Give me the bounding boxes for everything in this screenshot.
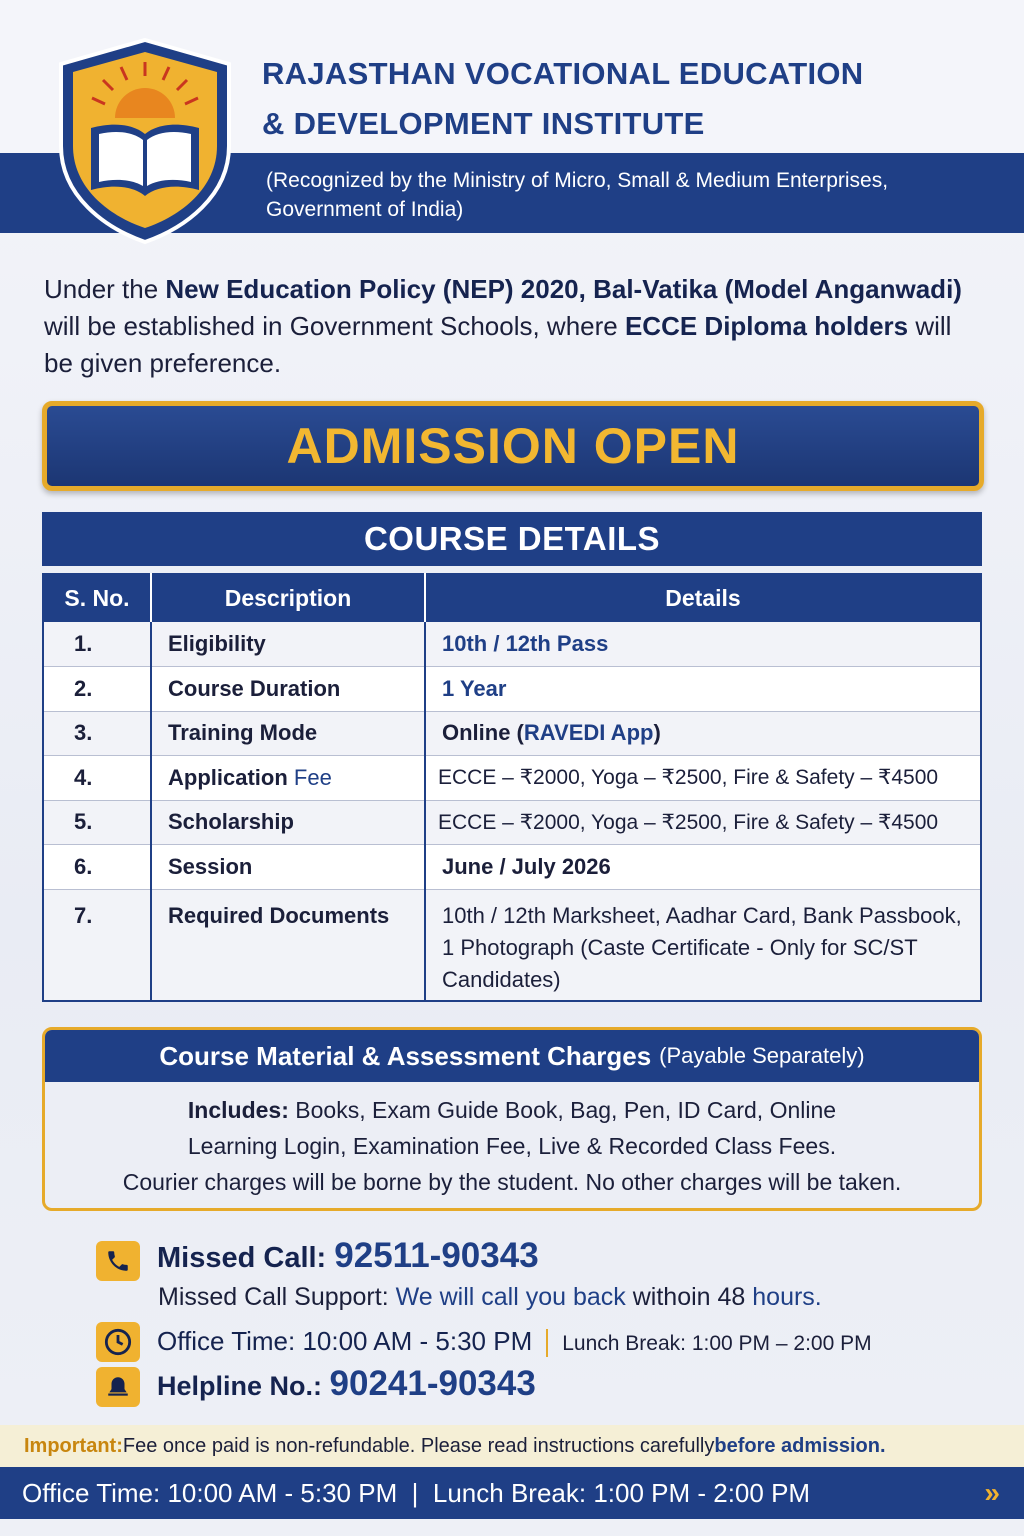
recognition-text: (Recognized by the Ministry of Micro, Small & Medium Enterprises, Government of India) [266,169,889,221]
row-sno: 4. [43,756,151,801]
row-detail-text: June / July 2026 [442,853,611,879]
row-sno: 1. [43,622,151,667]
row-detail-text: 1 Year [442,675,507,701]
charges-header [45,1030,979,1082]
row-sno: 7. [43,889,151,1001]
admission-banner [42,401,984,491]
charges-includes [45,1092,979,1164]
intro-bold-1: New Education Policy (NEP) 2020, Bal-Vatika (Model Anganwadi) [165,274,962,304]
table-header-row [43,574,981,622]
row-detail [425,622,981,667]
row-detail [425,667,981,712]
row-detail [425,711,981,756]
bottom-strip [0,1519,1024,1536]
table-row [43,711,981,756]
admission-label: ADMISSION OPEN [286,418,740,474]
missed-call-line [157,1236,539,1276]
row-detail-text: 10th / 12th Pass [442,631,609,656]
phone-icon [96,1241,140,1281]
helpline-label: Helpline No.: [157,1371,330,1401]
footer-text: Office Time: 10:00 AM - 5:30 PM | Lunch Break: 1:00 PM - 2:00 PM [22,1477,811,1508]
institute-title-line2: & DEVELOPMENT INSTITUTE [262,106,705,141]
important-bold: before admission. [714,1434,886,1457]
table-row [43,889,981,1001]
row-detail-a: Online ( [442,720,524,746]
table-row [43,756,981,801]
footer-bar [0,1467,1024,1519]
row-sno: 2. [43,667,151,712]
support-text-1: We will call you back [395,1283,633,1311]
clock-icon [96,1322,140,1362]
missed-call-support [158,1283,822,1312]
support-label: Missed Call Support: [158,1283,396,1311]
support-text-3: hours. [752,1283,822,1311]
table-row [43,667,981,712]
row-detail [425,845,981,890]
divider [546,1329,548,1357]
support-text-2: withoin 48 [632,1283,753,1311]
row-sno: 3. [43,711,151,756]
header-sno: S. No. [43,574,151,622]
logo-icon [55,36,235,246]
row-description-b: Fee [293,764,332,790]
helpline-line [157,1364,536,1404]
important-note [0,1425,1024,1467]
office-time-line [157,1326,872,1357]
table-row [43,800,981,845]
header-details: Details [425,574,981,622]
row-sno: 5. [43,800,151,845]
charges-body [45,1082,979,1200]
bell-icon [96,1367,140,1407]
intro-bold-2: ECCE Diploma holders [624,311,909,341]
helpline-number[interactable]: 90241-90343 [329,1364,536,1403]
office-time-label: Office Time: 10:00 AM - 5:30 PM [157,1326,533,1356]
charges-subtitle: (Payable Separately) [659,1043,865,1068]
intro-paragraph [44,271,984,382]
intro-text-3: will be given preference. [44,311,952,378]
course-details-title: COURSE DETAILS [42,512,982,566]
row-description: Eligibility [151,622,425,667]
course-table [42,573,982,1002]
missed-call-label: Missed Call: [157,1242,335,1274]
table-row [43,622,981,667]
missed-call-number[interactable]: 92511-90343 [334,1236,539,1275]
intro-text-1: Under the [44,274,166,304]
row-description: Training Mode [151,711,425,756]
charges-box [42,1027,982,1211]
row-description: Required Documents [151,889,425,1001]
table-row [43,845,981,890]
includes-label: Includes: [187,1097,289,1123]
important-text: Fee once paid is non-refundable. Please read instructions carefully [122,1434,715,1457]
header-description: Description [151,574,425,622]
row-detail-c: ) [653,720,661,746]
important-label: Important: [24,1434,123,1457]
row-detail: ECCE – ₹2000, Yoga – ₹2500, Fire & Safety – ₹4500 [425,800,981,845]
intro-text-2: will be established in Government Schools, where [44,311,625,341]
includes-text: Books, Exam Guide Book, Bag, Pen, ID Card, Online Learning Login, Examination Fee, Live & Recorded Class Fees. [187,1097,837,1159]
charges-title: Course Material & Assessment Charges [159,1040,652,1071]
row-description: Course Duration [151,667,425,712]
row-detail: 10th / 12th Marksheet, Aadhar Card, Bank Passbook, 1 Photograph (Caste Certificate - Only for SC/ST Candidates) [425,889,981,1001]
row-detail-b: RAVEDI App [523,720,654,746]
row-description: Session [151,845,425,890]
row-detail: ECCE – ₹2000, Yoga – ₹2500, Fire & Safety – ₹4500 [425,756,981,801]
row-description: Scholarship [151,800,425,845]
charges-note: Courier charges will be borne by the student. No other charges will be taken. [122,1169,902,1195]
row-sno: 6. [43,845,151,890]
chevron-right-icon: » [984,1477,1000,1508]
institute-title-line1: RAJASTHAN VOCATIONAL EDUCATION [262,56,864,91]
row-description-a: Application [168,764,294,790]
row-description [151,756,425,801]
lunch-break-small: Lunch Break: 1:00 PM – 2:00 PM [562,1332,872,1355]
